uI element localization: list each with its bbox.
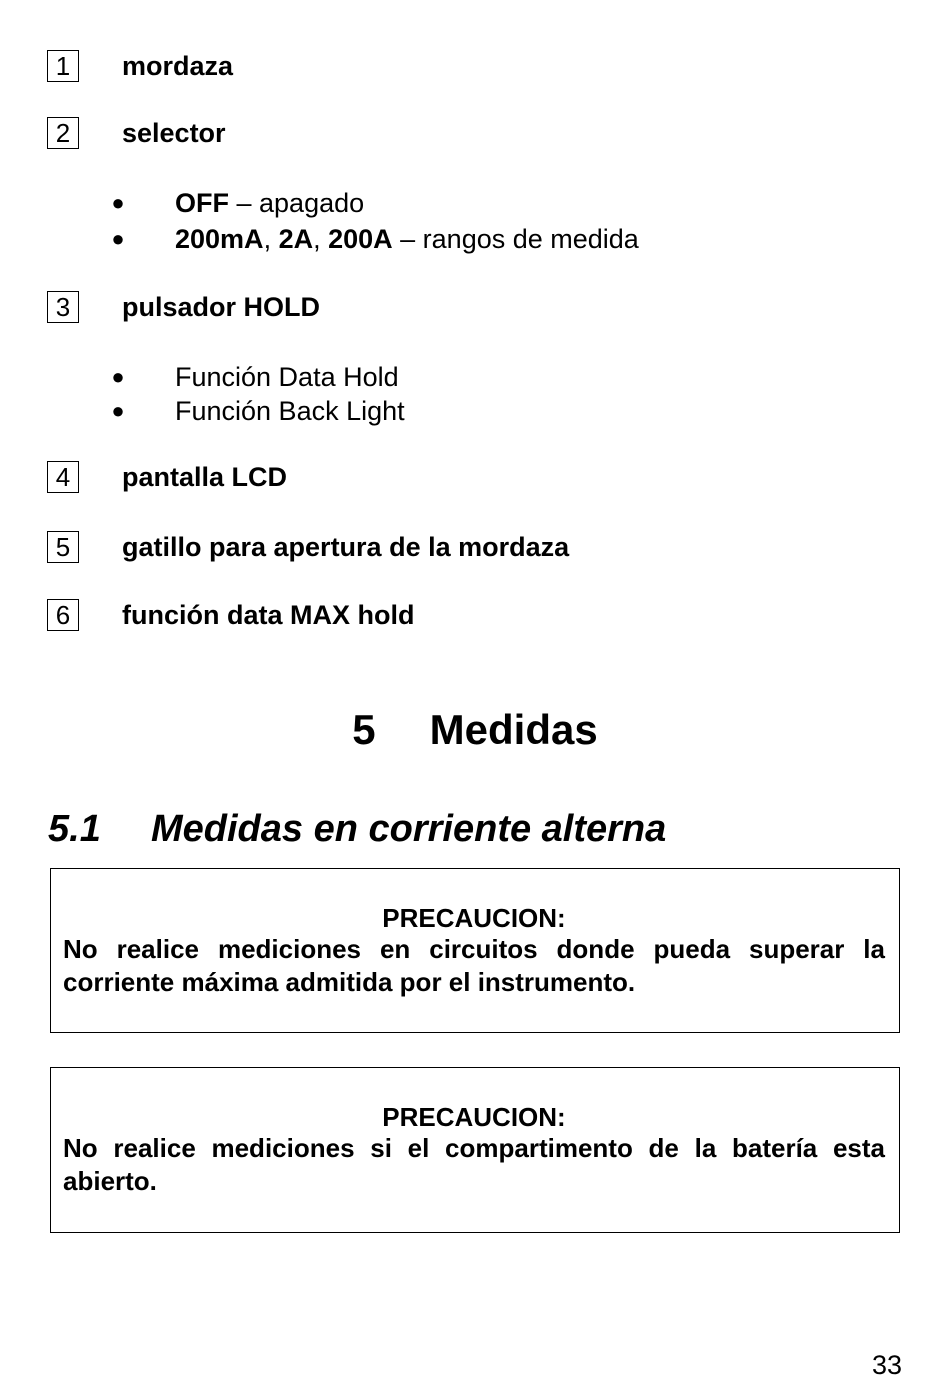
caution-title: PRECAUCION:: [382, 903, 566, 933]
item-label: selector: [122, 117, 226, 148]
bullet-text: OFF – apagado: [175, 187, 365, 218]
section-heading: [0, 706, 950, 754]
bullet-text: Función Data Hold: [175, 361, 399, 392]
bullet-icon: ●: [111, 364, 125, 389]
bullet-item: [108, 360, 399, 394]
item-label: pantalla LCD: [122, 461, 288, 492]
item-number-box: 2: [47, 117, 79, 149]
item-number-box: 6: [47, 599, 79, 631]
bullet-item: [108, 186, 365, 220]
subsection-title: Medidas en corriente alterna: [151, 808, 667, 850]
list-item: [47, 290, 321, 324]
item-number-box: 3: [47, 291, 79, 323]
bullet-icon: ●: [111, 226, 125, 251]
item-number-box: 1: [47, 50, 79, 82]
list-item: [47, 116, 226, 150]
caution-box: [50, 1067, 900, 1233]
subsection-number: 5.1: [48, 808, 101, 850]
section-title: Medidas: [429, 706, 598, 753]
bullet-icon: ●: [111, 190, 125, 215]
item-label: función data MAX hold: [122, 599, 415, 630]
caution-text: No realice mediciones en circuitos donde pueda superar la corriente máxima admitida por el instrumento.: [63, 934, 885, 997]
list-item: [47, 530, 570, 564]
item-label: pulsador HOLD: [122, 291, 321, 322]
item-label: gatillo para apertura de la mordaza: [122, 531, 570, 562]
list-item: [47, 460, 288, 494]
item-number-box: 5: [47, 531, 79, 563]
caution-text: No realice mediciones si el compartimento de la batería esta abierto.: [63, 1133, 885, 1196]
list-item: [47, 49, 234, 83]
caution-box: [50, 868, 900, 1033]
list-item: [47, 598, 415, 632]
caution-title: PRECAUCION:: [382, 1102, 566, 1132]
bullet-item: [108, 222, 639, 256]
item-number-box: 4: [47, 461, 79, 493]
bullet-icon: ●: [111, 398, 125, 423]
item-label: mordaza: [122, 50, 234, 81]
section-number: 5: [352, 706, 376, 753]
bullet-text: 200mA, 2A, 200A – rangos de medida: [175, 223, 639, 254]
bullet-text: Función Back Light: [175, 395, 405, 426]
subsection-heading: [48, 808, 666, 851]
page-number: 33: [871, 1350, 902, 1380]
bullet-item: [108, 394, 405, 428]
